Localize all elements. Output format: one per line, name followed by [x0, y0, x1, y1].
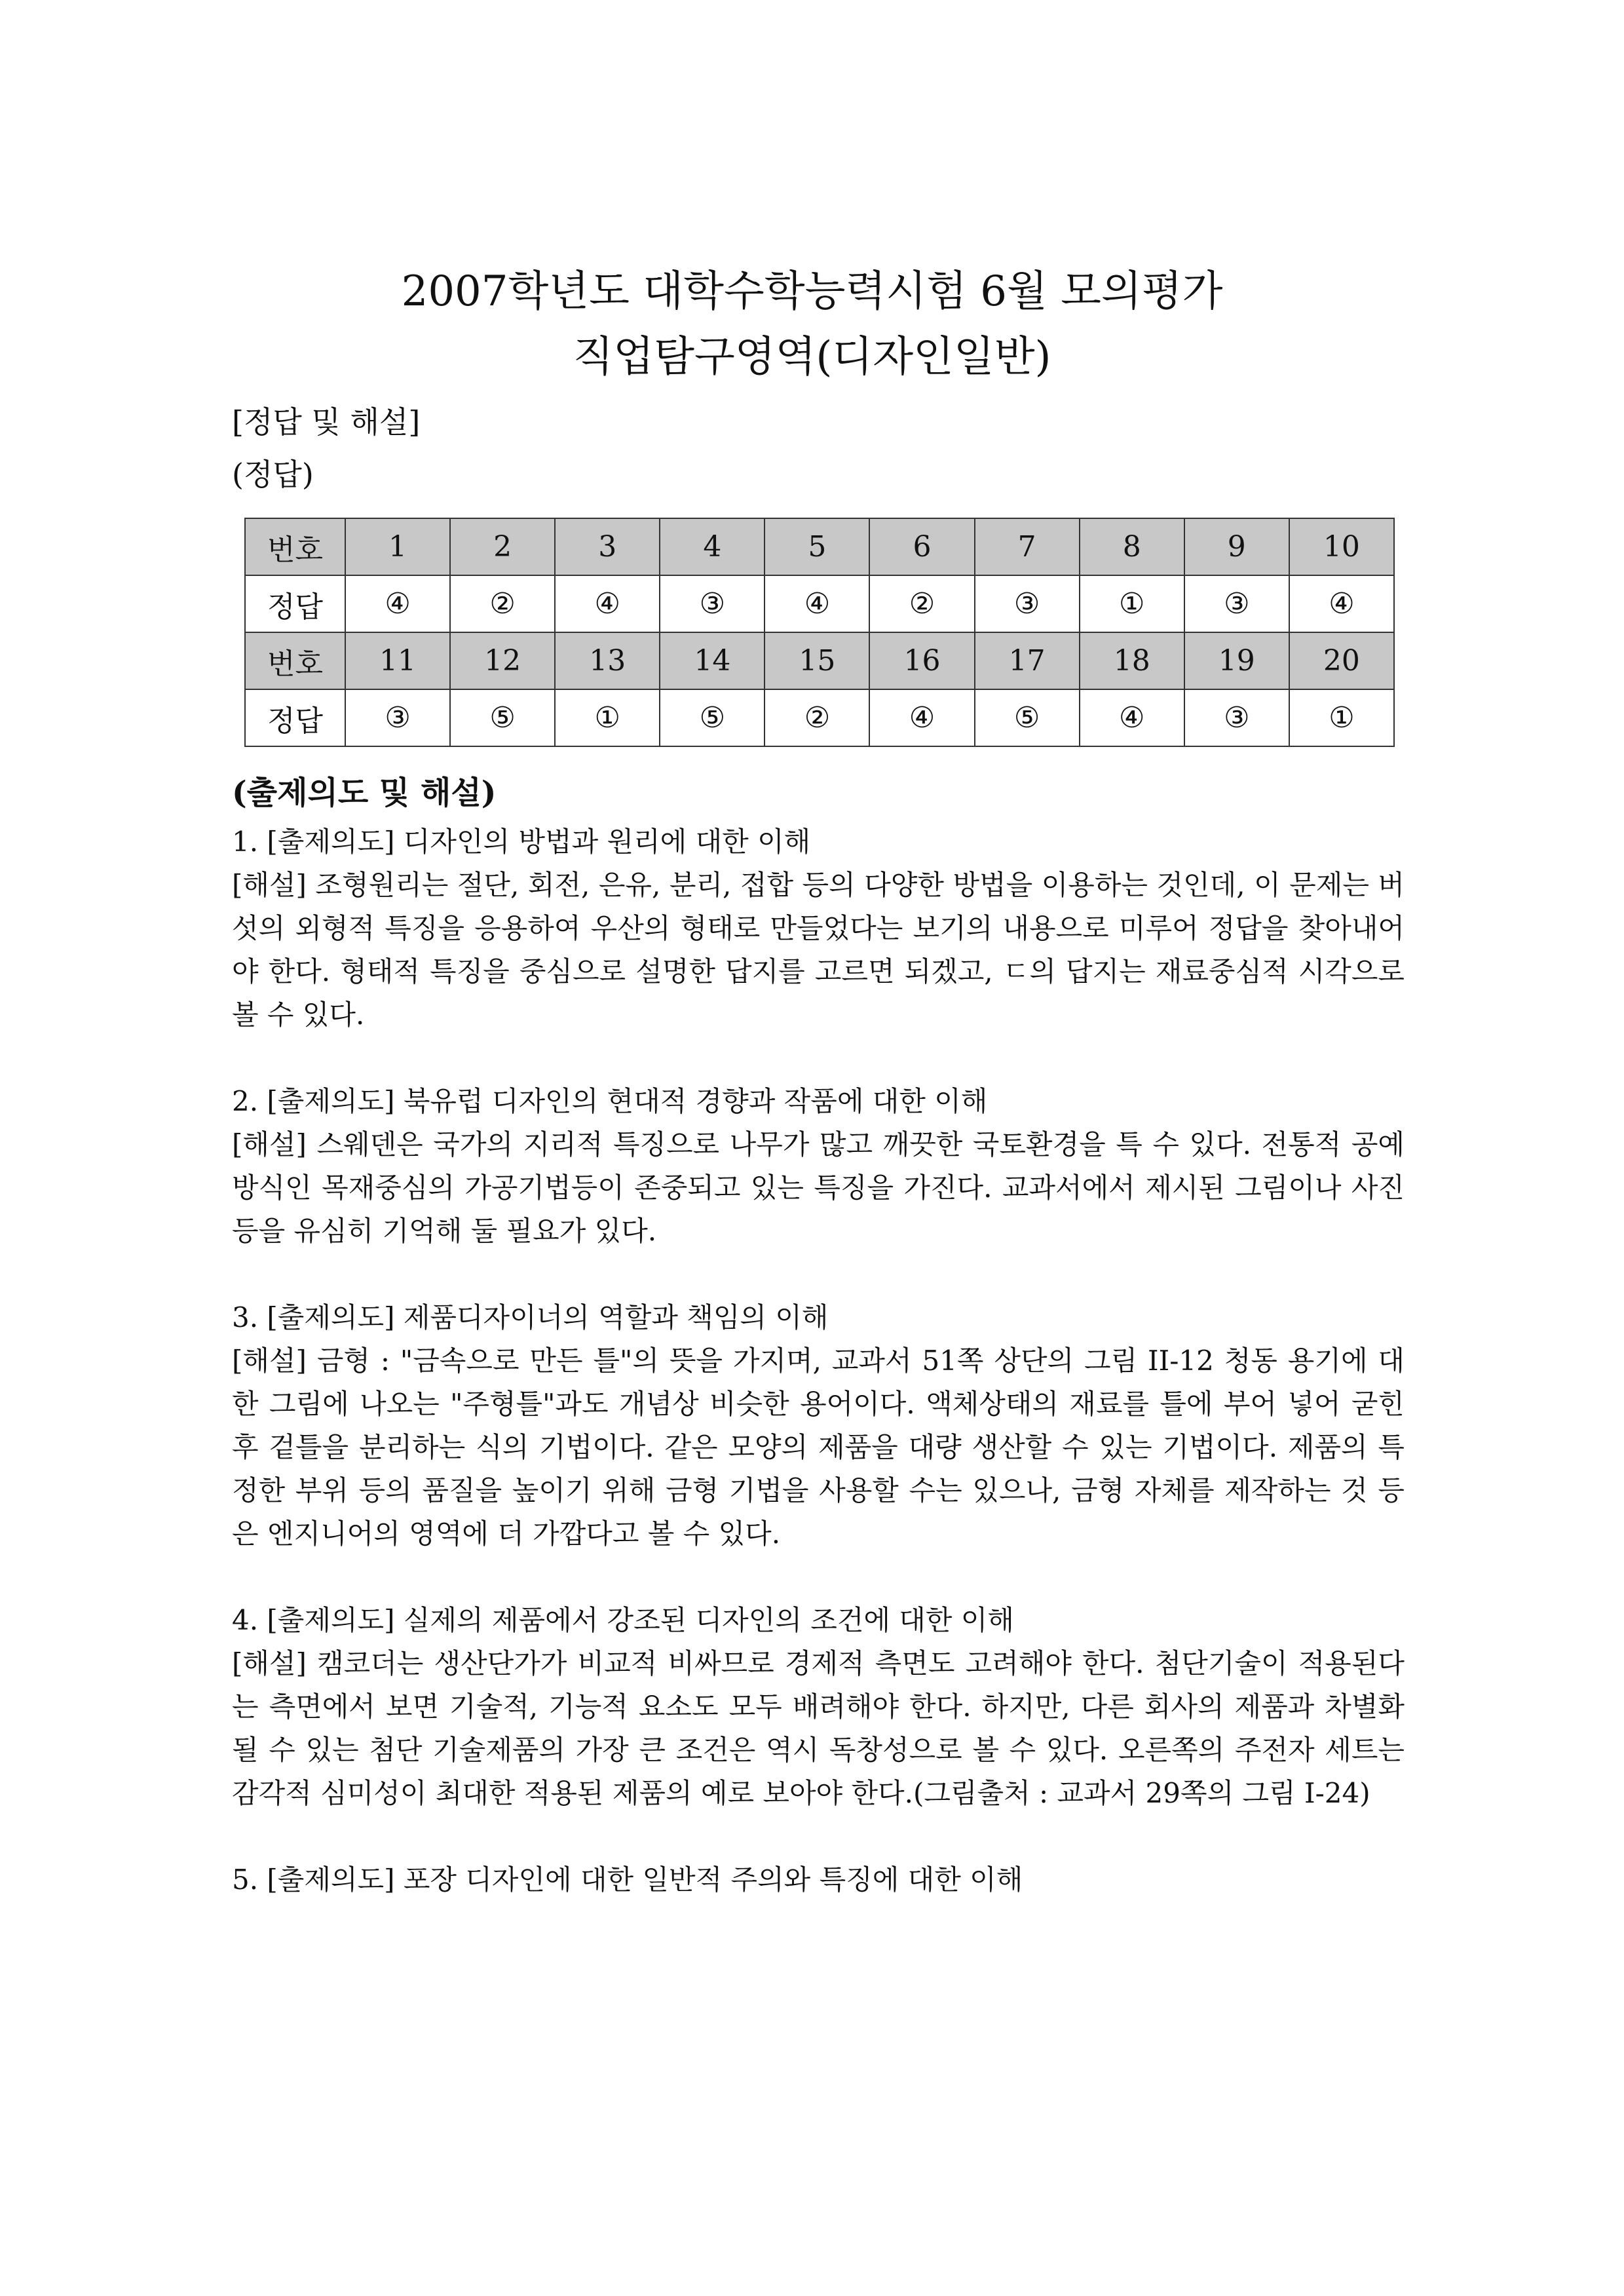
- question-number-cell: 15: [765, 632, 869, 689]
- question-number-cell: 11: [345, 632, 450, 689]
- question-number-cell: 19: [1184, 632, 1289, 689]
- question-number-cell: 7: [975, 518, 1080, 575]
- answer-table-number-row: [245, 632, 1394, 689]
- item-intent: 5. [출제의도] 포장 디자인에 대한 일반적 주의와 특징에 대한 이해: [232, 1864, 1023, 1896]
- question-number-cell: 3: [555, 518, 660, 575]
- exam-title: 2007학년도 대학수학능력시험 6월 모의평가: [401, 267, 1223, 316]
- question-number-cell: 10: [1289, 518, 1394, 575]
- question-number-cell: 14: [660, 632, 765, 689]
- item-intent: 2. [출제의도] 북유럽 디자인의 현대적 경향과 작품에 대한 이해: [232, 1085, 988, 1117]
- question-number-cell: 6: [869, 518, 974, 575]
- answers-and-explanations-heading: [정답 및 해설]: [232, 404, 421, 440]
- answer-cell: ⑤: [660, 689, 765, 746]
- answer-cell: ⑤: [450, 689, 555, 746]
- explanation-item: [232, 820, 1405, 1037]
- explanation-item: [232, 1599, 1405, 1815]
- question-number-cell: 2: [450, 518, 555, 575]
- answer-cell: ③: [975, 575, 1080, 632]
- answer-cell: ④: [345, 575, 450, 632]
- answer-cell: ④: [765, 575, 869, 632]
- question-number-cell: 1: [345, 518, 450, 575]
- question-number-cell: 17: [975, 632, 1080, 689]
- answer-cell: ②: [450, 575, 555, 632]
- explanation-item: [232, 1858, 1405, 1902]
- number-label-cell: 번호: [245, 632, 345, 689]
- answer-cell: ④: [1080, 689, 1184, 746]
- answer-cell: ①: [1080, 575, 1184, 632]
- explanations-heading: (출제의도 및 해설): [232, 775, 497, 811]
- answer-cell: ①: [555, 689, 660, 746]
- number-label-cell: 번호: [245, 518, 345, 575]
- question-number-cell: 16: [869, 632, 974, 689]
- answer-cell: ③: [1184, 689, 1289, 746]
- answer-cell: ⑤: [975, 689, 1080, 746]
- answer-table-answer-row: [245, 689, 1394, 746]
- exam-subject-title: 직업탐구영역(디자인일반): [573, 333, 1051, 381]
- answer-cell: ④: [1289, 575, 1394, 632]
- question-number-cell: 9: [1184, 518, 1289, 575]
- question-number-cell: 8: [1080, 518, 1184, 575]
- answer-table: [244, 518, 1395, 747]
- explanation-item: [232, 1296, 1405, 1556]
- question-number-cell: 13: [555, 632, 660, 689]
- answer-cell: ②: [869, 575, 974, 632]
- question-number-cell: 18: [1080, 632, 1184, 689]
- item-explanation: [해설] 스웨덴은 국가의 지리적 특징으로 나무가 많고 깨끗한 국토환경을 특 수 있다. 전통적 공예방식인 목재중심의 가공기법등이 존중되고 있는 특징을 가진다. 교과서에서 제시된 그림이나 사진 등을 유심히 기억해 둘 필요가 있다.: [232, 1128, 1405, 1247]
- item-intent: 3. [출제의도] 제품디자이너의 역할과 책임의 이해: [232, 1301, 829, 1333]
- question-number-cell: 20: [1289, 632, 1394, 689]
- explanations-list: [232, 820, 1405, 1945]
- answer-cell: ③: [1184, 575, 1289, 632]
- answer-cell: ②: [765, 689, 869, 746]
- answer-table-number-row: [245, 518, 1394, 575]
- answer-cell: ④: [869, 689, 974, 746]
- item-intent: 1. [출제의도] 디자인의 방법과 원리에 대한 이해: [232, 826, 811, 858]
- item-intent: 4. [출제의도] 실제의 제품에서 강조된 디자인의 조건에 대한 이해: [232, 1604, 1014, 1636]
- question-number-cell: 4: [660, 518, 765, 575]
- answer-cell: ③: [660, 575, 765, 632]
- answer-table-answer-row: [245, 575, 1394, 632]
- answer-cell: ①: [1289, 689, 1394, 746]
- explanation-item: [232, 1080, 1405, 1253]
- question-number-cell: 5: [765, 518, 869, 575]
- answer-label-cell: 정답: [245, 575, 345, 632]
- answer-label-cell: 정답: [245, 689, 345, 746]
- answers-heading: (정답): [232, 457, 314, 492]
- item-explanation: [해설] 조형원리는 절단, 회전, 은유, 분리, 접합 등의 다양한 방법을 이용하는 것인데, 이 문제는 버섯의 외형적 특징을 응용하여 우산의 형태로 만들었다는 보기의 내용으로 미루어 정답을 찾아내어야 한다. 형태적 특징을 중심으로 설명한 답지를 고르면 되겠고, ㄷ의 답지는 재료중심적 시각으로 볼 수 있다.: [232, 869, 1405, 1031]
- answer-cell: ③: [345, 689, 450, 746]
- question-number-cell: 12: [450, 632, 555, 689]
- item-explanation: [해설] 금형 : "금속으로 만든 틀"의 뜻을 가지며, 교과서 51쪽 상단의 그림 II-12 청동 용기에 대한 그림에 나오는 "주형틀"과도 개념상 비슷한 용어이다. 액체상태의 재료를 틀에 부어 넣어 굳힌 후 겉틀을 분리하는 식의 기법이다. 같은 모양의 제품을 대량 생산할 수 있는 기법이다. 제품의 특정한 부위 등의 품질을 높이기 위해 금형 기법을 사용할 수는 있으나, 금형 자체를 제작하는 것 등은 엔지니어의 영역에 더 가깝다고 볼 수 있다.: [232, 1345, 1405, 1550]
- item-explanation: [해설] 캠코더는 생산단가가 비교적 비싸므로 경제적 측면도 고려해야 한다. 첨단기술이 적용된다는 측면에서 보면 기술적, 기능적 요소도 모두 배려해야 한다. 하지만, 다른 회사의 제품과 차별화될 수 있는 첨단 기술제품의 가장 큰 조건은 역시 독창성으로 볼 수 있다. 오른쪽의 주전자 세트는 감각적 심미성이 최대한 적용된 제품의 예로 보아야 한다.(그림출처 : 교과서 29쪽의 그림 I-24): [232, 1647, 1405, 1809]
- answer-cell: ④: [555, 575, 660, 632]
